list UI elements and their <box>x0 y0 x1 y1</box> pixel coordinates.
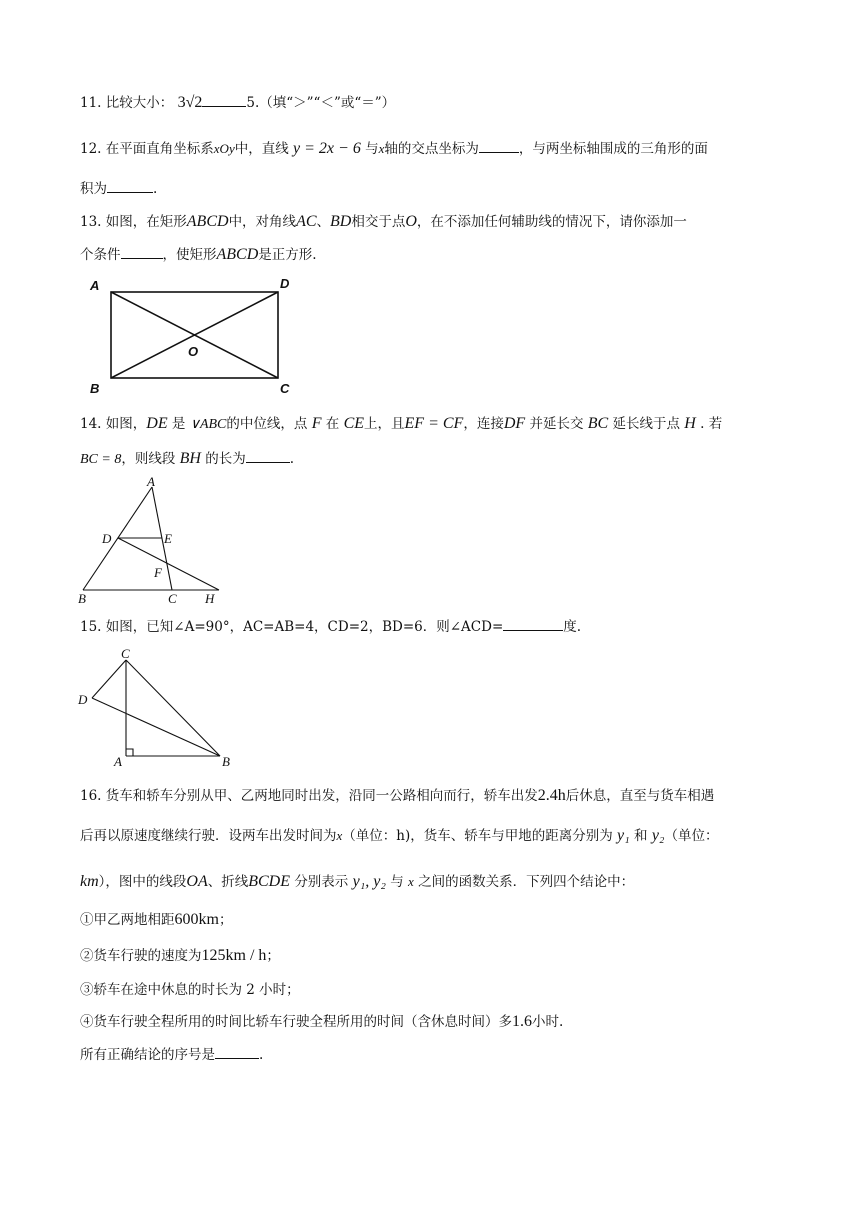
q13-text: 中，对角线 <box>228 214 297 230</box>
q11-expression: 3√2 <box>177 94 203 111</box>
q16-math: BCDE <box>248 873 291 890</box>
q12-number: 12. <box>80 141 102 157</box>
answer-blank <box>246 448 290 463</box>
question-11 <box>80 92 395 113</box>
q14-text: 的长为 <box>205 451 246 467</box>
q16-text: ），图中的线段 <box>98 874 187 890</box>
q16-math: 2.4h <box>537 787 566 804</box>
conclusion-text: ①甲乙两地相距 <box>80 912 175 928</box>
q11-number: 11. <box>80 95 102 111</box>
q15-text: 度. <box>563 619 582 635</box>
q16-text: （单位： <box>664 828 719 844</box>
q14-math: F <box>311 415 322 432</box>
q16-math: km <box>80 873 99 890</box>
answer-blank <box>503 616 563 631</box>
q14-text: . 若 <box>700 416 723 432</box>
label-f: F <box>154 565 162 580</box>
q16-text: 分别表示 <box>294 874 349 890</box>
label-e: E <box>164 531 172 546</box>
conclusion-text: ④货车行驶全程所用的时间比轿车行驶全程所用的时间（含休息时间）多 <box>80 1014 512 1030</box>
q14-text: 并延长交 <box>529 416 584 432</box>
q16-math: y₁ <box>617 827 630 844</box>
q14-math: BC <box>587 415 609 432</box>
label-a: A <box>90 278 100 293</box>
q16-math: y₂ <box>651 827 665 844</box>
answer-blank <box>107 178 153 193</box>
q16-text: . <box>259 1047 264 1063</box>
q16-text: 与 <box>390 874 404 890</box>
segment-cb <box>126 660 220 756</box>
question-14 <box>80 414 722 435</box>
answer-blank <box>121 244 163 259</box>
triangle-figure-14 <box>74 474 234 606</box>
q16-text: 后休息，直至与货车相遇 <box>565 788 715 804</box>
right-angle-mark <box>126 749 133 756</box>
q14-text: 上，且 <box>364 416 405 432</box>
label-a: A <box>114 754 122 769</box>
label-b: B <box>90 381 100 396</box>
q16-text: 和 <box>634 828 648 844</box>
conclusion-text: ②货车行驶的速度为 <box>80 948 202 964</box>
q14-math: EF = CF <box>404 415 464 432</box>
label-d: D <box>102 531 112 546</box>
q11-hint: 5.（填“＞”“＜”或“＝”） <box>246 95 396 111</box>
segment-db <box>92 698 220 756</box>
label-d: D <box>280 276 290 291</box>
q14-text: 如图， <box>105 416 147 432</box>
q14-number: 14. <box>80 416 102 432</box>
conclusion-value: 125km / h <box>201 947 267 964</box>
q12-text: 在平面直角坐标系 <box>105 141 214 157</box>
conclusion-text: ③轿车在途中休息的时长为 2 小时； <box>80 982 300 998</box>
q14-math: CE <box>343 415 365 432</box>
conclusion-text: ； <box>218 912 233 928</box>
q13-math: BD <box>330 213 352 230</box>
q14-text: 的中位线，点 <box>226 416 308 432</box>
answer-blank <box>202 92 246 107</box>
answer-blank <box>215 1044 259 1059</box>
triangle-figure-15 <box>74 646 244 770</box>
q16-number: 16. <box>80 788 102 804</box>
label-b: B <box>222 754 230 769</box>
conclusion-4 <box>80 1012 563 1032</box>
segment-cd <box>92 660 126 698</box>
label-c: C <box>168 591 177 606</box>
question-13 <box>80 212 687 232</box>
q12-equation: y = 2x − 6 <box>293 140 361 157</box>
q16-text: 后再以原速度继续行驶．设两车出发时间为 <box>80 828 337 844</box>
q12-text: 与 <box>365 141 379 157</box>
q12-text: 轴的交点坐标为 <box>384 141 479 157</box>
q13-math: ABCD <box>186 213 229 230</box>
q13-text: 个条件 <box>80 247 121 263</box>
q12-text: 积为 <box>80 181 107 197</box>
label-b: B <box>78 591 86 606</box>
label-c: C <box>121 646 130 661</box>
q16-answer-line <box>80 1044 263 1065</box>
q16-text: 、折线 <box>207 874 249 890</box>
q16-text: 之间的函数关系．下列四个结论中： <box>418 874 635 890</box>
conclusion-1 <box>80 910 232 930</box>
label-a: A <box>147 474 155 489</box>
q12-text: 中，直线 <box>234 141 289 157</box>
q16-text: 货车和轿车分别从甲、乙两地同时出发，沿同一公路相向而行，轿车出发 <box>105 788 538 804</box>
conclusion-value: 600km <box>174 911 219 928</box>
q14-math: DE <box>146 415 168 432</box>
label-c: C <box>280 381 290 396</box>
q14-text: 是 <box>171 416 186 432</box>
rectangle-figure <box>84 275 304 397</box>
q16-text: （单位：h)，货车、轿车与甲地的距离分别为 <box>342 828 613 844</box>
question-15 <box>80 616 581 637</box>
q14-math: H <box>684 415 696 432</box>
q12-text: . <box>153 181 158 197</box>
q14-math: BH <box>179 450 201 467</box>
label-o: O <box>188 344 199 359</box>
conclusion-text: ； <box>266 948 280 964</box>
q16-math: x <box>408 874 414 889</box>
q15-number: 15. <box>80 619 102 635</box>
q14-text: 延长线于点 <box>612 416 680 432</box>
q14-text: . <box>289 451 295 467</box>
q13-text: 相交于点 <box>351 214 406 230</box>
label-d: D <box>78 692 88 707</box>
q13-text: ，在不添加任何辅助线的情况下，请你添加一 <box>416 214 687 230</box>
q12-text: ，与两坐标轴围成的三角形的面 <box>518 141 708 157</box>
q14-math: ∨ABC <box>189 417 227 432</box>
q13-math: O <box>405 213 417 230</box>
q12-x: x <box>378 141 385 156</box>
q15-text: 如图，已知∠A=90°，AC=AB=4，CD=2，BD=6．则∠ACD= <box>105 619 504 635</box>
q14-math: DF <box>503 415 526 432</box>
q13-number: 13. <box>80 214 102 230</box>
label-h: H <box>205 591 215 606</box>
question-16-line2 <box>80 826 718 846</box>
question-16 <box>80 786 714 806</box>
question-16-line3 <box>80 872 634 892</box>
q14-text: 在 <box>325 416 340 432</box>
conclusion-3 <box>80 980 300 1000</box>
q13-math: ABCD <box>216 246 259 263</box>
q13-text: 如图，在矩形 <box>105 214 187 230</box>
q13-text: 是正方形. <box>258 247 317 263</box>
q14-text: ，则线段 <box>121 451 176 467</box>
q16-math: y₁, y₂ <box>352 873 386 890</box>
q16-text: 所有正确结论的序号是 <box>80 1047 215 1063</box>
q14-text: ，连接 <box>463 416 504 432</box>
conclusion-text: 小时. <box>532 1014 564 1030</box>
q13-text: 、 <box>316 214 331 230</box>
q13-math: AC <box>296 213 317 230</box>
q13-text: ，使矩形 <box>162 247 217 263</box>
question-12-line2 <box>80 178 157 199</box>
q16-math: x <box>336 828 343 843</box>
conclusion-value: 1.6 <box>512 1013 532 1030</box>
question-13-line2 <box>80 244 317 265</box>
q12-coord-system: xOy <box>213 141 235 156</box>
q11-text: 比较大小： <box>105 95 174 111</box>
conclusion-2 <box>80 946 280 966</box>
question-14-line2 <box>80 448 294 470</box>
answer-blank <box>479 138 519 153</box>
q16-math: OA <box>186 873 208 890</box>
question-12 <box>80 138 708 159</box>
q14-math: BC = 8 <box>80 452 122 467</box>
